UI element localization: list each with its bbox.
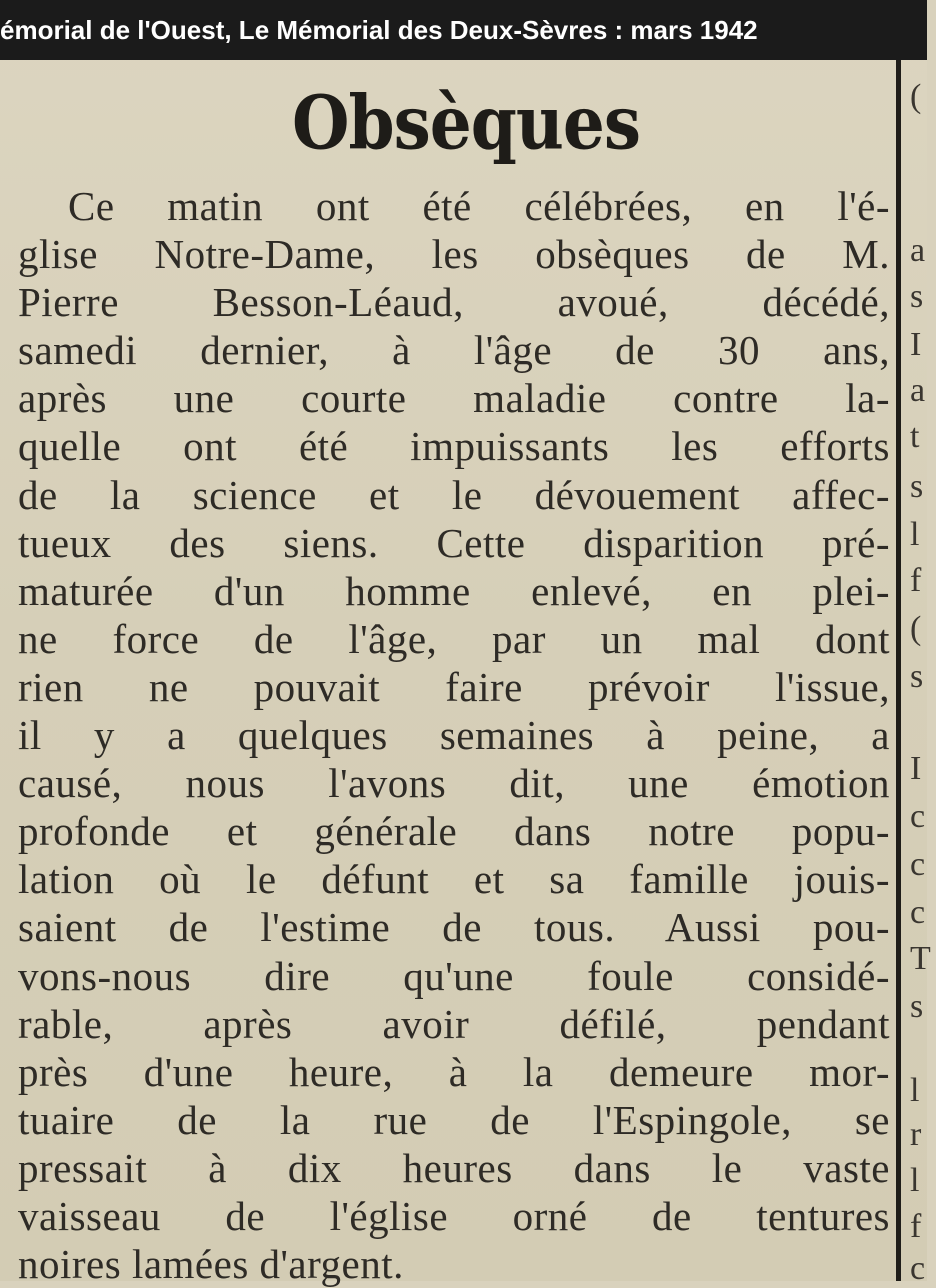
fragment-glyph: l (910, 1072, 920, 1109)
article-line: noires lamées d'argent. (18, 1241, 404, 1288)
article-line: de la science et le dévouement affec- (18, 471, 890, 518)
article-line: quelle ont été impuissants les efforts (18, 423, 890, 470)
fragment-glyph: s (910, 468, 924, 505)
article-line: il y a quelques semaines à peine, a (18, 712, 890, 759)
article-line: après une courte maladie contre la- (18, 375, 890, 422)
document-title: émorial de l'Ouest, Le Mémorial des Deux-Sèvres : mars 1942 (0, 15, 758, 45)
column-rule (896, 60, 901, 1281)
article-line: pressait à dix heures dans le vaste (18, 1144, 890, 1191)
fragment-glyph: l (910, 1162, 920, 1199)
fragment-glyph: f (910, 562, 922, 599)
article-line: samedi dernier, à l'âge de 30 ans, (18, 327, 890, 374)
article-line: saient de l'estime de tous. Aussi pou- (18, 904, 890, 951)
fragment-glyph: r (910, 1116, 922, 1153)
fragment-glyph: s (910, 988, 924, 1025)
fragment-glyph: s (910, 658, 924, 695)
fragment-glyph: l (910, 516, 920, 553)
article-line: rable, après avoir défilé, pendant (18, 1000, 890, 1047)
article-line: tueux des siens. Cette disparition pré- (18, 519, 890, 566)
fragment-glyph: c (910, 1250, 926, 1287)
fragment-glyph: c (910, 798, 926, 835)
fragment-glyph: a (910, 372, 926, 409)
article-line: tuaire de la rue de l'Espingole, se (18, 1096, 890, 1143)
fragment-glyph: c (910, 846, 926, 883)
fragment-glyph: I (910, 750, 922, 787)
fragment-glyph: ( (910, 610, 922, 647)
fragment-glyph: t (910, 418, 920, 455)
adjacent-column-fragments (906, 60, 936, 1287)
article-line: Pierre Besson-Léaud, avoué, décédé, (18, 279, 890, 326)
article-line: maturée d'un homme enlevé, en plei- (18, 567, 890, 614)
article-body (18, 182, 890, 1288)
article (18, 70, 890, 1288)
window-title-bar (0, 0, 927, 60)
article-line: vons-nous dire qu'une foule considé- (18, 952, 890, 999)
article-headline: Obsèques (291, 79, 641, 167)
fragment-glyph: a (910, 232, 926, 269)
article-line: causé, nous l'avons dit, une émotion (18, 760, 890, 807)
fragment-glyph: T (910, 940, 931, 977)
article-line: Ce matin ont été célébrées, en l'é- (68, 183, 890, 229)
fragment-glyph: c (910, 894, 926, 931)
article-line: près d'une heure, à la demeure mor- (18, 1048, 890, 1095)
article-line: rien ne pouvait faire prévoir l'issue, (18, 663, 890, 710)
article-line: profonde et générale dans notre popu- (18, 808, 890, 855)
article-line: lation où le défunt et sa famille jouis- (18, 856, 890, 903)
article-line: ne force de l'âge, par un mal dont (18, 615, 890, 662)
article-line: glise Notre-Dame, les obsèques de M. (18, 231, 890, 278)
fragment-glyph: ( (910, 78, 922, 115)
fragment-glyph: f (910, 1208, 922, 1245)
fragment-glyph: I (910, 326, 922, 363)
fragment-glyph: s (910, 278, 924, 315)
article-line: vaisseau de l'église orné de tentures (18, 1192, 890, 1239)
